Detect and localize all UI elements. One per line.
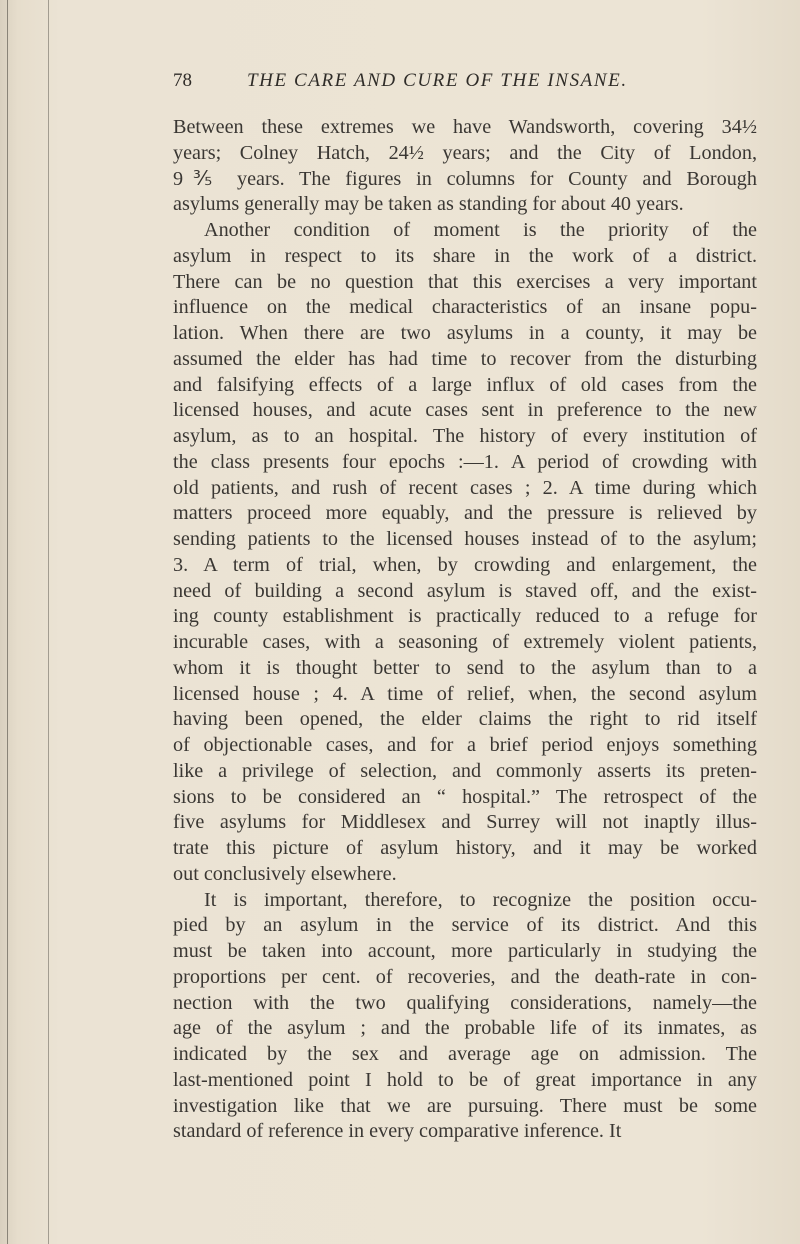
text-line: incurable cases, with a seasoning of extremely violent patients,	[173, 631, 757, 653]
text-line: There can be no question that this exercises a very important	[173, 270, 757, 293]
text-line: investigation like that we are pursuing. There must be some	[173, 1094, 757, 1117]
text-line: pied by an asylum in the service of its district. And this	[173, 914, 757, 937]
text-line: and falsifying effects of a large influx of old cases from the	[173, 373, 757, 396]
text-line: asylum, as to an hospital. The history of every institution of	[173, 425, 757, 447]
paragraph	[173, 218, 757, 888]
text-line: influence on the medical characteristics of an insane popu-	[173, 296, 757, 319]
text-line: out conclusively elsewhere.	[173, 862, 397, 885]
text-line: must be taken into account, more particularly in studying the	[173, 940, 757, 962]
text-line: 3. A term of trial, when, by crowding and enlargement, the	[173, 553, 757, 576]
text-line: lation. When there are two asylums in a county, it may be	[173, 322, 757, 344]
text-line: five asylums for Middlesex and Surrey will not inaptly illus-	[173, 811, 757, 834]
text-line: age of the asylum ; and the probable life of its inmates, as	[173, 1017, 757, 1040]
text-line: sending patients to the licensed houses instead of to the asylum;	[173, 528, 757, 550]
page-header	[173, 70, 757, 100]
gutter-line	[7, 0, 8, 1244]
page-number: 78	[173, 70, 192, 91]
text-line: whom it is thought better to send to the asylum than to a	[173, 656, 757, 679]
text-line: assumed the elder has had time to recover from the disturbing	[173, 347, 757, 370]
text-line: trate this picture of asylum history, and it may be worked	[173, 837, 757, 859]
text-line: nection with the two qualifying considerations, namely—the	[173, 991, 757, 1014]
text-line: 9⅗ years. The figures in columns for County and Borough	[173, 167, 757, 190]
gutter-line	[48, 0, 49, 1244]
text-line: indicated by the sex and average age on admission. The	[173, 1043, 757, 1065]
text-line: old patients, and rush of recent cases ; 2. A time during which	[173, 476, 757, 499]
text-line: having been opened, the elder claims the right to rid itself	[173, 708, 757, 731]
text-line: licensed houses, and acute cases sent in preference to the new	[173, 399, 757, 422]
text-line: proportions per cent. of recoveries, and the death-rate in con-	[173, 965, 757, 988]
text-line: sions to be considered an “ hospital.” The retrospect of the	[173, 785, 757, 808]
text-line: It is important, therefore, to recognize the position occu-	[204, 888, 757, 911]
paragraph	[173, 888, 757, 1146]
text-line: Another condition of moment is the priority of the	[204, 219, 757, 241]
text-line: standard of reference in every comparative inference. It	[173, 1120, 622, 1143]
text-line: asylums generally may be taken as standing for about 40 years.	[173, 193, 684, 216]
text-line: Between these extremes we have Wandsworth, covering 34½	[173, 116, 757, 138]
running-head: THE CARE AND CURE OF THE INSANE.	[247, 70, 628, 91]
text-line: years; Colney Hatch, 24½ years; and the City of London,	[173, 141, 757, 164]
text-line: of objectionable cases, and for a brief period enjoys something	[173, 734, 757, 756]
text-line: like a privilege of selection, and commonly asserts its preten-	[173, 759, 757, 782]
text-line: licensed house ; 4. A time of relief, when, the second asylum	[173, 682, 757, 705]
text-line: ing county establishment is practically reduced to a refuge for	[173, 605, 757, 628]
text-line: need of building a second asylum is staved off, and the exist-	[173, 579, 757, 602]
text-line: last-mentioned point I hold to be of great importance in any	[173, 1068, 757, 1091]
text-line: asylum in respect to its share in the work of a district.	[173, 244, 757, 267]
body-text	[173, 115, 757, 1145]
text-line: matters proceed more equably, and the pressure is relieved by	[173, 502, 757, 525]
paragraph	[173, 115, 757, 218]
text-line: the class presents four epochs :—1. A period of crowding with	[173, 450, 757, 473]
